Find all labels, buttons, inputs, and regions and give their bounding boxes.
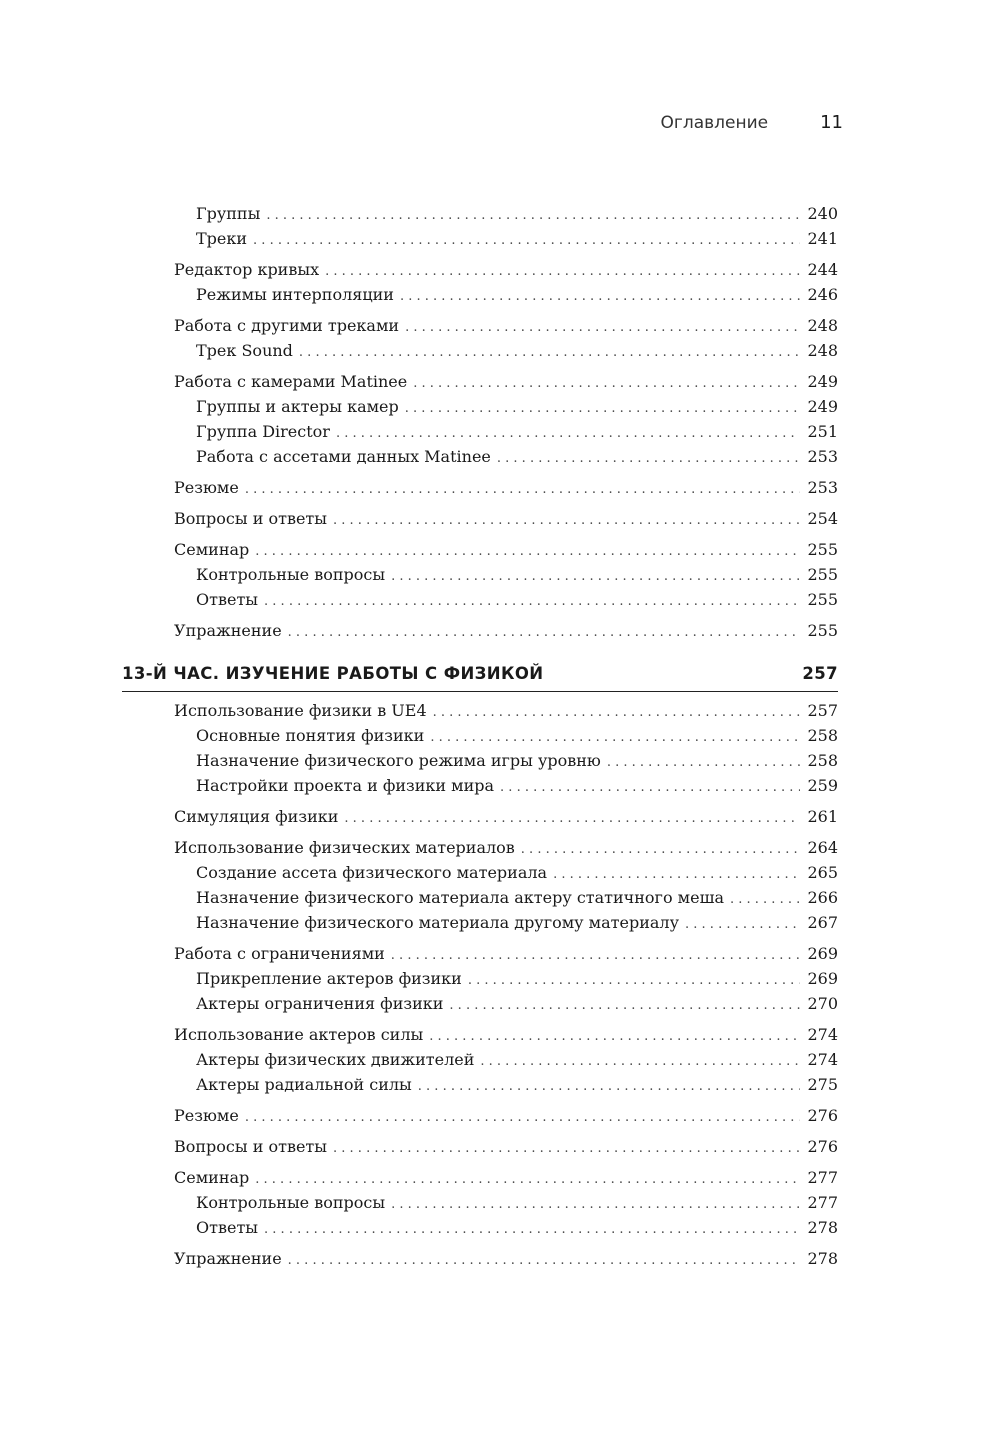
toc-entry-page: 241 xyxy=(807,229,838,248)
toc-entry[interactable] xyxy=(196,775,838,797)
toc-entry[interactable] xyxy=(196,1049,838,1071)
toc-entry[interactable] xyxy=(174,1105,838,1127)
toc-entry-title: Вопросы и ответы xyxy=(174,509,328,528)
toc-entry-page: 249 xyxy=(807,397,838,416)
toc-entry[interactable] xyxy=(174,837,838,859)
dot-leader xyxy=(333,1138,800,1160)
toc-entry-title: Работа с камерами Matinee xyxy=(174,372,408,391)
toc-entry-title: Семинар xyxy=(174,1168,250,1187)
toc-entry-title: Группы и актеры камер xyxy=(196,397,399,416)
dot-leader xyxy=(391,566,800,588)
toc-entry-page: 276 xyxy=(807,1106,838,1125)
toc-entry-title: Использование физических материалов xyxy=(174,838,515,857)
toc-entry[interactable] xyxy=(196,421,838,443)
chapter-heading[interactable] xyxy=(122,664,838,692)
toc-entry[interactable] xyxy=(196,750,838,772)
dot-leader xyxy=(418,1076,800,1098)
toc-entry[interactable] xyxy=(174,539,838,561)
dot-leader xyxy=(264,1219,800,1241)
toc-entry[interactable] xyxy=(196,862,838,884)
dot-leader xyxy=(336,423,800,445)
toc-entry[interactable] xyxy=(196,446,838,468)
toc-entry[interactable] xyxy=(174,477,838,499)
toc-entry-title: Трек Sound xyxy=(196,341,293,360)
toc-entry-page: 246 xyxy=(807,285,838,304)
toc-entry-page: 258 xyxy=(807,726,838,745)
page-number: 11 xyxy=(820,112,843,133)
toc-entry-title: Настройки проекта и физики мира xyxy=(196,776,495,795)
toc-entry-page: 258 xyxy=(807,751,838,770)
toc-entry-page: 253 xyxy=(807,478,838,497)
toc-entry[interactable] xyxy=(196,284,838,306)
toc-entry[interactable] xyxy=(174,315,838,337)
toc-entry-page: 255 xyxy=(807,540,838,559)
dot-leader xyxy=(500,777,800,799)
toc-entry-page: 264 xyxy=(807,838,838,857)
dot-leader xyxy=(468,970,800,992)
dot-leader xyxy=(391,1194,800,1216)
toc-entry-title: Треки xyxy=(196,229,248,248)
toc-entry-page: 274 xyxy=(807,1050,838,1069)
dot-leader xyxy=(730,889,800,911)
dot-leader xyxy=(413,373,800,395)
toc-entry[interactable] xyxy=(174,371,838,393)
toc-entry[interactable] xyxy=(196,887,838,909)
toc-entry-title: Контрольные вопросы xyxy=(196,1193,386,1212)
toc-entry-page: 244 xyxy=(807,260,838,279)
dot-leader xyxy=(288,1250,800,1272)
toc-entry[interactable] xyxy=(174,1136,838,1158)
toc-entry[interactable] xyxy=(196,1192,838,1214)
chapter-title: 13-Й ЧАС. ИЗУЧЕНИЕ РАБОТЫ С ФИЗИКОЙ xyxy=(122,664,544,683)
toc-entry-title: Группа Director xyxy=(196,422,330,441)
toc-entry-page: 277 xyxy=(807,1193,838,1212)
toc-entry-title: Редактор кривых xyxy=(174,260,320,279)
toc-entry-page: 276 xyxy=(807,1137,838,1156)
toc-entry[interactable] xyxy=(174,1248,838,1270)
toc-entry-title: Работа с другими треками xyxy=(174,316,400,335)
toc-entry-page: 265 xyxy=(807,863,838,882)
toc-entry-page: 253 xyxy=(807,447,838,466)
dot-leader xyxy=(245,479,800,501)
dot-leader xyxy=(299,342,800,364)
dot-leader xyxy=(480,1051,800,1073)
dot-leader xyxy=(391,945,800,967)
toc-entry-page: 274 xyxy=(807,1025,838,1044)
toc-entry-title: Назначение физического режима игры уровню xyxy=(196,751,601,770)
toc-entry[interactable] xyxy=(196,912,838,934)
toc-entry[interactable] xyxy=(196,1217,838,1239)
toc-entry[interactable] xyxy=(196,993,838,1015)
toc-entry[interactable] xyxy=(196,1074,838,1096)
toc-entry-title: Ответы xyxy=(196,1218,259,1237)
chapter-page: 257 xyxy=(802,664,838,683)
toc-entry-title: Назначение физического материала актеру статичного меша xyxy=(196,888,724,907)
toc-entry-title: Симуляция физики xyxy=(174,807,339,826)
toc-entry-page: 249 xyxy=(807,372,838,391)
toc-entry-page: 278 xyxy=(807,1249,838,1268)
dot-leader xyxy=(255,1169,800,1191)
dot-leader xyxy=(685,914,800,936)
toc-entry-title: Вопросы и ответы xyxy=(174,1137,328,1156)
dot-leader xyxy=(405,398,800,420)
toc-entry-page: 275 xyxy=(807,1075,838,1094)
toc-entry-page: 254 xyxy=(807,509,838,528)
dot-leader xyxy=(405,317,800,339)
dot-leader xyxy=(553,864,800,886)
toc-entry-title: Упражнение xyxy=(174,621,282,640)
toc-entry-title: Основные понятия физики xyxy=(196,726,425,745)
toc-entry-page: 240 xyxy=(807,204,838,223)
toc-entry[interactable] xyxy=(196,564,838,586)
dot-leader xyxy=(255,541,800,563)
dot-leader xyxy=(344,808,800,830)
toc-entry-title: Контрольные вопросы xyxy=(196,565,386,584)
toc-entry-page: 269 xyxy=(807,944,838,963)
dot-leader xyxy=(497,448,800,470)
toc-entry-title: Группы xyxy=(196,204,261,223)
toc-entry-title: Работа с ограничениями xyxy=(174,944,385,963)
toc-entry[interactable] xyxy=(196,725,838,747)
dot-leader xyxy=(400,286,800,308)
toc-entry[interactable] xyxy=(174,806,838,828)
toc-entry-title: Актеры ограничения физики xyxy=(196,994,444,1013)
running-head-title: Оглавление xyxy=(660,113,769,133)
toc-entry[interactable] xyxy=(174,943,838,965)
toc-entry-title: Прикрепление актеров физики xyxy=(196,969,462,988)
dot-leader xyxy=(607,752,800,774)
toc-entry[interactable] xyxy=(196,968,838,990)
toc-entry[interactable] xyxy=(174,508,838,530)
toc-entry-page: 255 xyxy=(807,590,838,609)
toc-entry[interactable] xyxy=(196,228,838,250)
toc-entry-title: Создание ассета физического материала xyxy=(196,863,548,882)
dot-leader xyxy=(325,261,800,283)
toc-entry-page: 251 xyxy=(807,422,838,441)
dot-leader xyxy=(429,1026,800,1048)
dot-leader xyxy=(288,622,800,644)
toc-entry-page: 257 xyxy=(807,701,838,720)
toc-entry-title: Использование актеров силы xyxy=(174,1025,424,1044)
toc-entry[interactable] xyxy=(174,259,838,281)
toc-entry-page: 270 xyxy=(807,994,838,1013)
toc-entry-page: 255 xyxy=(807,565,838,584)
toc-entry-page: 261 xyxy=(807,807,838,826)
dot-leader xyxy=(264,591,800,613)
toc-entry-page: 269 xyxy=(807,969,838,988)
toc-entry-page: 278 xyxy=(807,1218,838,1237)
dot-leader xyxy=(266,205,800,227)
toc-entry-page: 248 xyxy=(807,316,838,335)
dot-leader xyxy=(449,995,800,1017)
toc-entry-title: Резюме xyxy=(174,1106,239,1125)
toc-entry-title: Режимы интерполяции xyxy=(196,285,394,304)
toc-entry-title: Упражнение xyxy=(174,1249,282,1268)
toc-entry[interactable] xyxy=(174,1024,838,1046)
dot-leader xyxy=(245,1107,800,1129)
toc-entry-title: Использование физики в UE4 xyxy=(174,701,427,720)
toc-entry-page: 255 xyxy=(807,621,838,640)
dot-leader xyxy=(253,230,800,252)
toc-entry[interactable] xyxy=(174,700,838,722)
toc-entry-page: 267 xyxy=(807,913,838,932)
toc-entry-page: 266 xyxy=(807,888,838,907)
toc-entry-title: Актеры радиальной силы xyxy=(196,1075,412,1094)
toc-entry-page: 277 xyxy=(807,1168,838,1187)
toc-entry[interactable] xyxy=(174,620,838,642)
dot-leader xyxy=(333,510,800,532)
toc-entry-title: Ответы xyxy=(196,590,259,609)
dot-leader xyxy=(430,727,800,749)
toc-entry-title: Назначение физического материала другому материалу xyxy=(196,913,680,932)
toc-entry-title: Работа с ассетами данных Matinee xyxy=(196,447,491,466)
dot-leader xyxy=(521,839,800,861)
toc-entry[interactable] xyxy=(196,340,838,362)
toc-entry-title: Семинар xyxy=(174,540,250,559)
toc-entry-title: Актеры физических движителей xyxy=(196,1050,475,1069)
toc-entry-page: 259 xyxy=(807,776,838,795)
running-head xyxy=(661,112,843,133)
toc-entry-page: 248 xyxy=(807,341,838,360)
toc-entry[interactable] xyxy=(196,203,838,225)
toc-entry-title: Резюме xyxy=(174,478,239,497)
toc-entry[interactable] xyxy=(196,589,838,611)
toc-entry[interactable] xyxy=(196,396,838,418)
dot-leader xyxy=(433,702,800,724)
toc-entry[interactable] xyxy=(174,1167,838,1189)
